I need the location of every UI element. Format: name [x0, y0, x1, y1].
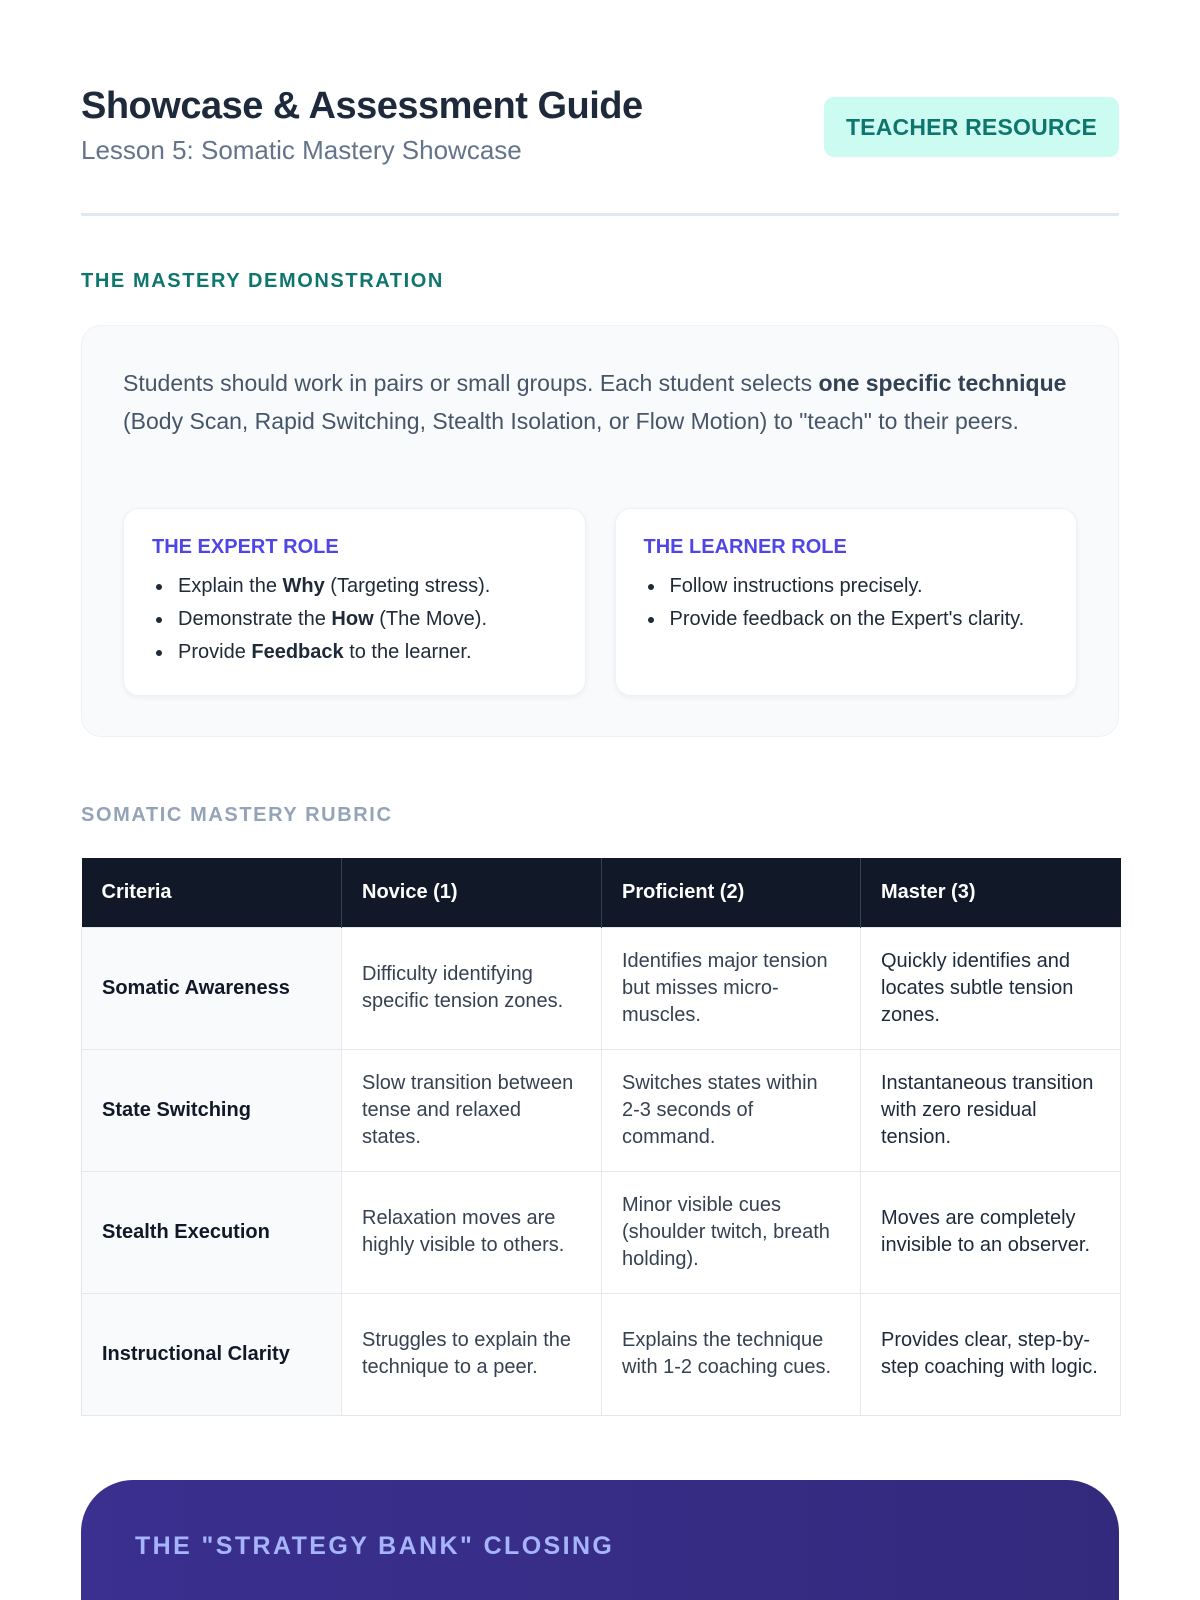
- novice-cell: Relaxation moves are highly visible to others.: [342, 1171, 602, 1293]
- learner-role-title: THE LEARNER ROLE: [643, 536, 847, 558]
- list-item-text: (Targeting stress).: [324, 575, 491, 597]
- table-row: [82, 1293, 1121, 1415]
- intro-text-bold: one specific technique: [818, 370, 1067, 396]
- list-item-bold: Feedback: [251, 641, 344, 663]
- expert-role-card: [123, 508, 586, 696]
- criteria-cell: State Switching: [82, 1049, 342, 1171]
- rubric-body: [82, 927, 1121, 1415]
- proficient-cell: Switches states within 2-3 seconds of command.: [602, 1049, 861, 1171]
- master-cell: Provides clear, step-by-step coaching with logic.: [861, 1293, 1121, 1415]
- learner-role-card: [615, 508, 1078, 696]
- proficient-cell: Explains the technique with 1-2 coaching cues.: [602, 1293, 861, 1415]
- novice-cell: Difficulty identifying specific tension zones.: [342, 927, 602, 1049]
- teacher-resource-badge: TEACHER RESOURCE: [824, 97, 1119, 157]
- list-item-text: Demonstrate the: [178, 608, 332, 630]
- roles-container: [123, 508, 1077, 696]
- strategy-bank-closing-banner: [81, 1480, 1119, 1600]
- list-item-text: Explain the: [178, 575, 283, 597]
- table-row: [82, 927, 1121, 1049]
- list-item-text: (The Move).: [373, 608, 487, 630]
- list-item-text: to the learner.: [343, 641, 472, 663]
- table-header-row: [82, 858, 1121, 927]
- mastery-demonstration-card: [81, 325, 1119, 737]
- intro-text-start: Students should work in pairs or small groups. Each student selects: [123, 370, 819, 396]
- page-title: Showcase & Assessment Guide: [81, 85, 643, 127]
- column-header-master: Master (3): [861, 858, 1121, 927]
- list-item: [152, 639, 557, 666]
- page-header: [81, 84, 1119, 216]
- list-item-text: Provide: [178, 641, 252, 663]
- column-header-criteria: Criteria: [82, 858, 342, 927]
- mastery-demonstration-heading: THE MASTERY DEMONSTRATION: [81, 270, 444, 292]
- list-item: Provide feedback on the Expert's clarity.: [644, 606, 1049, 633]
- list-item-bold: Why: [282, 575, 325, 597]
- proficient-cell: Minor visible cues (shoulder twitch, breath holding).: [602, 1171, 861, 1293]
- column-header-proficient: Proficient (2): [602, 858, 861, 927]
- rubric-heading: SOMATIC MASTERY RUBRIC: [81, 804, 393, 826]
- rubric-table: [81, 858, 1121, 1416]
- master-cell: Moves are completely invisible to an observer.: [861, 1171, 1121, 1293]
- column-header-novice: Novice (1): [342, 858, 602, 927]
- demonstration-intro: [123, 364, 1078, 440]
- page-subtitle: Lesson 5: Somatic Mastery Showcase: [81, 135, 522, 165]
- learner-role-list: [644, 573, 1049, 633]
- proficient-cell: Identifies major tension but misses micro-muscles.: [602, 927, 861, 1049]
- novice-cell: Struggles to explain the technique to a peer.: [342, 1293, 602, 1415]
- list-item: [152, 606, 557, 633]
- list-item: Follow instructions precisely.: [644, 573, 1049, 600]
- closing-title: THE "STRATEGY BANK" CLOSING: [135, 1532, 615, 1560]
- list-item-bold: How: [331, 608, 374, 630]
- list-item: [152, 573, 557, 600]
- criteria-cell: Stealth Execution: [82, 1171, 342, 1293]
- table-row: [82, 1049, 1121, 1171]
- master-cell: Instantaneous transition with zero residual tension.: [861, 1049, 1121, 1171]
- expert-role-title: THE EXPERT ROLE: [152, 536, 339, 558]
- novice-cell: Slow transition between tense and relaxed states.: [342, 1049, 602, 1171]
- table-row: [82, 1171, 1121, 1293]
- rubric-header: [82, 858, 1121, 927]
- expert-role-list: [152, 573, 557, 666]
- intro-text-end: (Body Scan, Rapid Switching, Stealth Isolation, or Flow Motion) to "teach" to their peers.: [123, 408, 1019, 434]
- criteria-cell: Instructional Clarity: [82, 1293, 342, 1415]
- master-cell: Quickly identifies and locates subtle tension zones.: [861, 927, 1121, 1049]
- criteria-cell: Somatic Awareness: [82, 927, 342, 1049]
